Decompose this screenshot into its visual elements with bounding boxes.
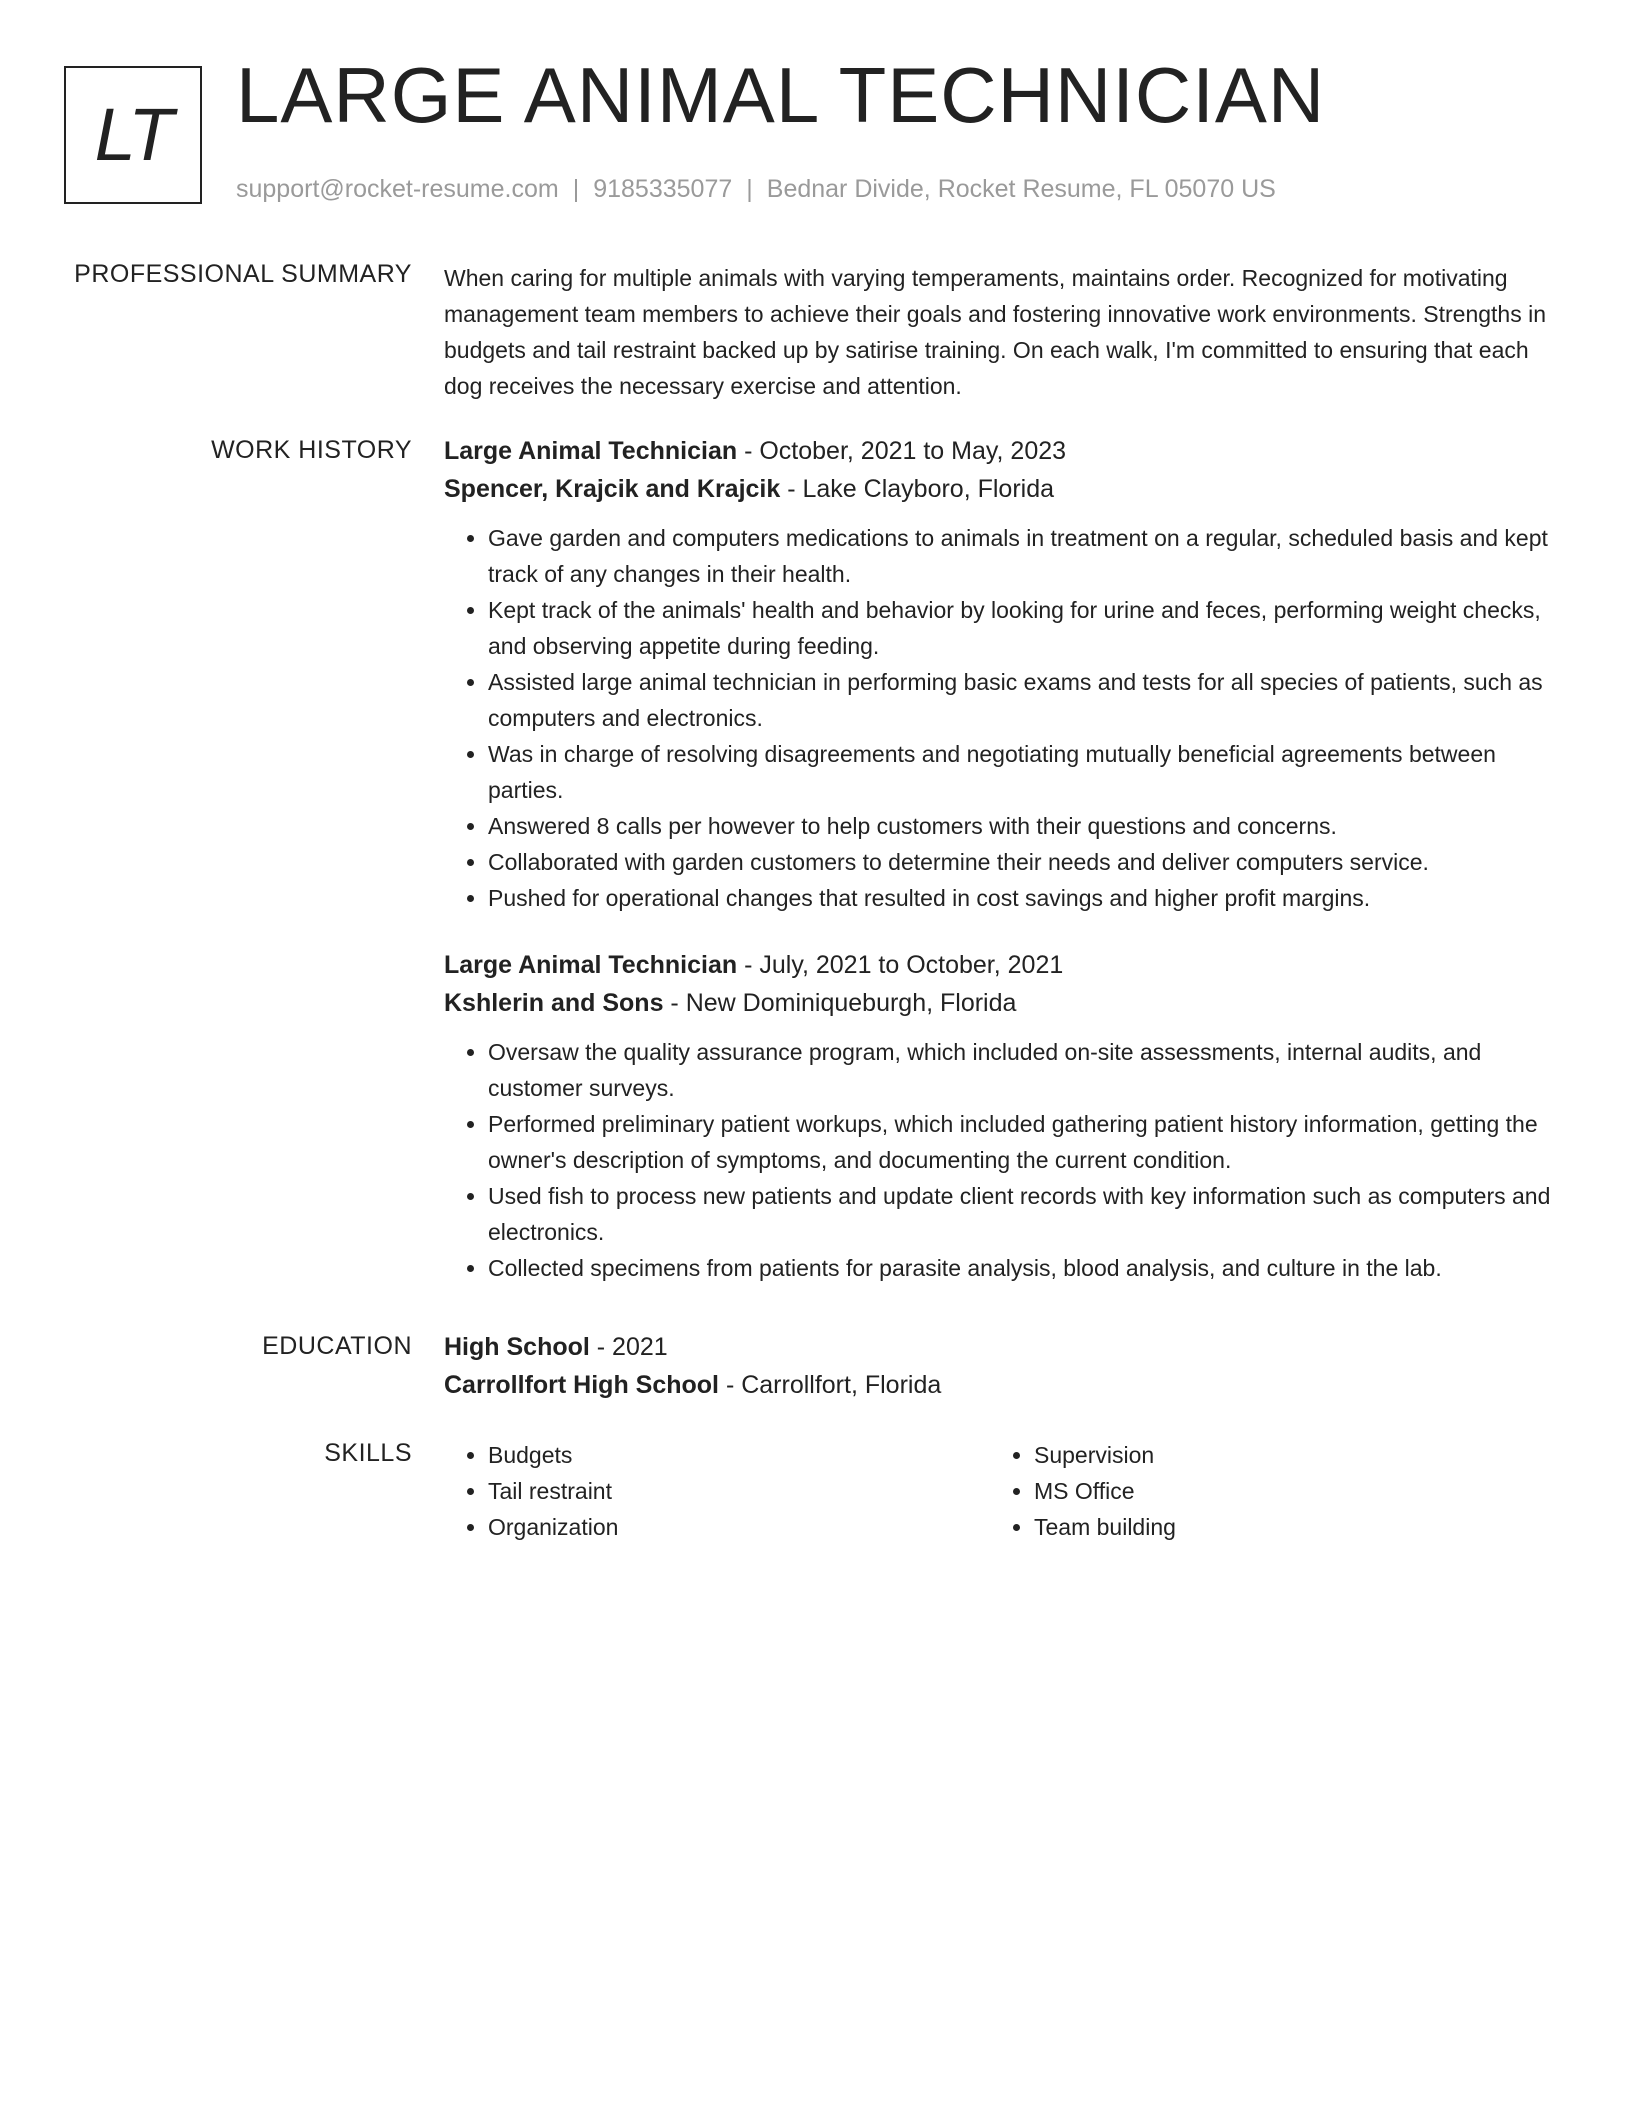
skill-item: • Tail restraint <box>488 1473 990 1509</box>
job-bullet: • Was in charge of resolving disagreements and negotiating mutually beneficial agreements between parties. <box>488 736 1560 808</box>
job-company: Kshlerin and Sons <box>444 989 664 1017</box>
job-bullet: • Pushed for operational changes that resulted in cost savings and higher profit margins. <box>488 880 1560 916</box>
job-bullet: • Collaborated with garden customers to determine their needs and deliver computers service. <box>488 844 1560 880</box>
contact-separator: | <box>746 175 753 203</box>
work-history-body <box>444 432 1560 1286</box>
contact-email: support@rocket-resume.com <box>236 175 559 203</box>
skills-column-right <box>990 1437 1536 1545</box>
summary-text: When caring for multiple animals with varying temperaments, maintains order. Recognized for motivating management team members to achieve their goals and fostering innovative work environments. Strengths in budgets and tail restraint backed up by satirise training. On each walk, I'm committed to ensuring that each dog receives the necessary exercise and attention. <box>444 265 1547 399</box>
monogram-box <box>64 66 202 204</box>
candidate-title: LARGE ANIMAL TECHNICIAN <box>236 51 1326 139</box>
education-degree-line <box>444 1328 1560 1366</box>
contact-address: Bednar Divide, Rocket Resume, FL 05070 US <box>766 175 1276 203</box>
education-body <box>444 1328 1560 1404</box>
contact-line <box>236 174 1276 204</box>
contact-separator: | <box>572 175 580 203</box>
monogram-initials: LT <box>94 93 172 176</box>
job-title-line <box>444 946 1560 984</box>
skill-item: • Supervision <box>1034 1437 1536 1473</box>
skill-item: • Team building <box>1034 1509 1536 1545</box>
job-dates: - October, 2021 to May, 2023 <box>737 437 1067 465</box>
job-bullet-list <box>444 1034 1560 1286</box>
job-title-line <box>444 432 1560 470</box>
section-heading-education: EDUCATION <box>262 1332 412 1360</box>
education-year: - 2021 <box>589 1333 668 1361</box>
job-location: - Lake Clayboro, Florida <box>780 475 1055 503</box>
education-school-line <box>444 1366 1560 1404</box>
job-bullet-list <box>444 520 1560 916</box>
skills-body <box>444 1437 1560 1545</box>
job-entry <box>444 432 1560 916</box>
skills-list <box>990 1437 1536 1545</box>
education-degree: High School <box>444 1333 590 1361</box>
job-bullet: • Oversaw the quality assurance program, which included on-site assessments, internal audits, and customer surveys. <box>488 1034 1560 1106</box>
skills-column-left <box>444 1437 990 1545</box>
job-bullet: • Used fish to process new patients and update client records with key information such as computers and electronics. <box>488 1178 1560 1250</box>
education-school: Carrollfort High School <box>444 1371 719 1399</box>
skill-item: • MS Office <box>1034 1473 1536 1509</box>
section-heading-work: WORK HISTORY <box>211 436 412 464</box>
skills-grid <box>444 1437 1560 1545</box>
job-bullet: • Performed preliminary patient workups, which included gathering patient history information, getting the owner's description of symptoms, and documenting the current condition. <box>488 1106 1560 1178</box>
job-entry <box>444 946 1560 1286</box>
section-heading-skills: SKILLS <box>324 1439 412 1467</box>
job-company-line <box>444 984 1560 1022</box>
job-title: Large Animal Technician <box>444 951 738 979</box>
skill-item: • Budgets <box>488 1437 990 1473</box>
job-company-line <box>444 470 1560 508</box>
job-company: Spencer, Krajcik and Krajcik <box>444 475 781 503</box>
education-location: - Carrollfort, Florida <box>719 1371 942 1399</box>
job-bullet: • Gave garden and computers medications to animals in treatment on a regular, scheduled basis and kept track of any changes in their health. <box>488 520 1560 592</box>
job-bullet: • Kept track of the animals' health and behavior by looking for urine and feces, performing weight checks, and observing appetite during feeding. <box>488 592 1560 664</box>
skills-list <box>444 1437 990 1545</box>
job-bullet: • Assisted large animal technician in performing basic exams and tests for all species of patients, such as computers and electronics. <box>488 664 1560 736</box>
section-heading-summary: PROFESSIONAL SUMMARY <box>74 260 412 288</box>
job-location: - New Dominiqueburgh, Florida <box>663 989 1017 1017</box>
job-dates: - July, 2021 to October, 2021 <box>737 951 1064 979</box>
contact-phone: 9185335077 <box>593 175 733 203</box>
summary-body <box>444 260 1560 404</box>
job-bullet: • Answered 8 calls per however to help customers with their questions and concerns. <box>488 808 1560 844</box>
skill-item: • Organization <box>488 1509 990 1545</box>
job-title: Large Animal Technician <box>444 437 738 465</box>
job-bullet: • Collected specimens from patients for parasite analysis, blood analysis, and culture in the lab. <box>488 1250 1560 1286</box>
